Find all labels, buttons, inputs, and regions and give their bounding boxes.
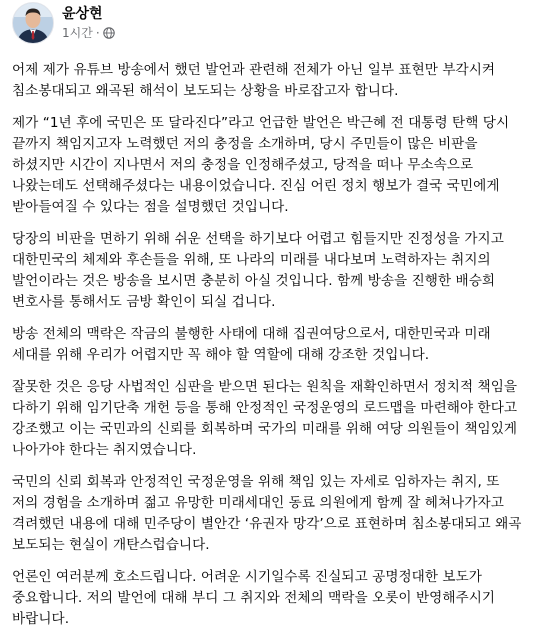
author-name[interactable]: 윤상현 (62, 6, 103, 22)
author-avatar[interactable] (12, 2, 54, 44)
post-paragraph: 언론인 여러분께 호소드립니다. 어려운 시기일수록 진실되고 공명정대한 보도가 중요합니다. 저의 발언에 대해 부디 그 취지와 전체의 맥락을 오롯이 반영해주시기 바랍니다. (12, 569, 496, 627)
post-paragraph: 잘못한 것은 응당 사법적인 심판을 받으면 된다는 원칙을 재확인하면서 정치적 책임을 다하기 위해 임기단축 개헌 등을 통해 안정적인 국정운영의 로드맵을 마련해야 한다고 강조했고 이는 국민과의 신뢰를 회복하며 국가의 미래를 위해 여당 의원들이 책임있게 나아가야 한다는 취지였습니다. (12, 379, 518, 458)
post-meta (62, 25, 115, 41)
post-paragraph: 어제 제가 유튜브 방송에서 했던 발언과 관련해 전체가 아닌 일부 표현만 부각시켜 침소봉대되고 왜곡된 해석이 보도되는 상황을 바로잡고자 합니다. (12, 62, 496, 99)
post-paragraph: 당장의 비판을 면하기 위해 쉬운 선택을 하기보다 어렵고 힘들지만 진정성을 가지고 대한민국의 체제와 후손들을 위해, 또 나라의 미래를 내다보며 노력하자는 취지의 발언이라는 것은 방송을 보시면 충분히 아실 것입니다. 함께 방송을 진행한 배승희 변호사를 통해서도 금방 확인이 되실 겁니다. (12, 231, 504, 310)
post-timestamp[interactable]: 1시간 (62, 26, 93, 40)
meta-separator: · (95, 26, 100, 40)
globe-icon[interactable] (103, 27, 115, 39)
post-header (12, 0, 522, 48)
post-paragraph: 국민의 신뢰 회복과 안정적인 국정운영을 위해 책임 있는 자세로 임하자는 취지, 또 저의 경험을 소개하며 젊고 유망한 미래세대인 동료 의원에게 함께 잘 헤쳐나가자고 격려했던 내용에 대해 민주당이 별안간 ‘유권자 망각’으로 표현하며 침소봉대되고 왜곡 보도되는 현실이 개탄스럽습니다. (12, 474, 522, 553)
post-paragraph: 방송 전체의 맥락은 작금의 불행한 사태에 대해 집권여당으로서, 대한민국과 미래 세대를 위해 우리가 어렵지만 꼭 해야 할 역할에 대해 강조한 것입니다. (12, 326, 491, 363)
post-body (12, 60, 522, 630)
author-block (62, 2, 115, 41)
post-paragraph: 제가 “1년 후에 국민은 또 달라진다”라고 언급한 발언은 박근혜 전 대통령 탄핵 당시 끝까지 책임지고자 노력했던 저의 충정을 소개하며, 당시 주민들이 많은 비판을 하셨지만 시간이 지나면서 저의 충정을 인정해주셨고, 당적을 떠나 무소속으로 나왔는데도 선택해주셨다는 내용이었습니다. 진심 어린 정치 행보가 결국 국민에게 받아들여질 수 있다는 점을 설명했던 것입니다. (12, 115, 510, 215)
avatar-portrait-icon (13, 3, 53, 43)
